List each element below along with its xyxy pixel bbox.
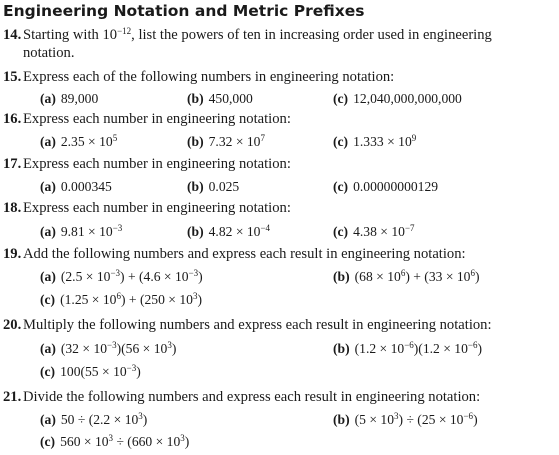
problem-21-stem: Divide the following numbers and express each result in engineering notation: [23, 389, 481, 405]
problem-19-number: 19. [3, 246, 22, 262]
problem-16-stem: Express each number in engineering notation: [23, 111, 291, 127]
problem-15-option-c [333, 91, 462, 107]
option-value: $(32 \times 10^{-3})(56 \times 10^3)$ [60, 340, 177, 356]
problem-16-option-b [187, 134, 265, 150]
problem-18-stem: Express each number in engineering notation: [23, 200, 291, 216]
problem-15-number: 15. [3, 69, 22, 85]
problem-18-number: 18. [3, 200, 22, 216]
problem-20-option-a [40, 341, 176, 357]
problem-15-option-b [187, 91, 253, 107]
problem-20-option-c [40, 364, 141, 380]
problem-17-option-b [187, 179, 239, 195]
option-label: (a) [40, 179, 56, 194]
option-value: $(5 \times 10^3) \div (25 \times 10^{-6})$ [354, 411, 478, 427]
problem-18-option-a [40, 224, 122, 240]
option-value: $4.82 \times 10^{-4}$ [208, 223, 271, 239]
problem-21-number: 21. [3, 389, 22, 405]
option-value: 89,000 [60, 91, 99, 106]
problem-16-option-a [40, 134, 117, 150]
problem-20-option-b [333, 341, 482, 357]
problem-17-number: 17. [3, 156, 22, 172]
option-value: $(1.2 \times 10^{-6})(1.2 \times 10^{-6})$ [354, 340, 482, 356]
option-value: $(2.5 \times 10^{-3}) + (4.6 \times 10^{-3})$ [60, 268, 203, 284]
option-label: (c) [333, 91, 349, 106]
option-value: $4.38 \times 10^{-7}$ [353, 223, 415, 239]
option-label: (b) [187, 224, 204, 239]
option-value: 450,000 [208, 91, 253, 106]
option-label: (b) [333, 412, 350, 427]
problem-19-option-a [40, 269, 203, 285]
option-label: (a) [40, 224, 56, 239]
option-value: $2.35 \times 10^5$ [60, 133, 118, 149]
option-label: (a) [40, 91, 56, 106]
option-label: (b) [187, 179, 204, 194]
problem-18-option-b [187, 224, 270, 240]
option-value: $(68 \times 10^6) + (33 \times 10^6)$ [354, 268, 480, 284]
problem-16-option-c [333, 134, 416, 150]
option-value: 0.00000000129 [353, 179, 439, 194]
problem-21-option-b [333, 412, 478, 428]
problem-14-stem: Starting with $10^{-12}$, list the powers of ten in increasing order used in engineering [23, 26, 492, 43]
option-label: (b) [187, 91, 204, 106]
option-label: (c) [333, 179, 349, 194]
option-label: (b) [333, 341, 350, 356]
option-value: $50 \div (2.2 \times 10^3)$ [60, 411, 148, 427]
problem-17-option-a [40, 179, 112, 195]
option-value: 0.025 [208, 179, 240, 194]
problem-17-option-c [333, 179, 438, 195]
problem-16-number: 16. [3, 111, 22, 127]
problem-17-stem: Express each number in engineering notation: [23, 156, 291, 172]
option-label: (c) [40, 292, 56, 307]
section-title: Engineering Notation and Metric Prefixes [3, 2, 365, 20]
option-value: 12,040,000,000,000 [353, 91, 462, 106]
option-value: $7.32 \times 10^7$ [208, 133, 265, 149]
option-label: (a) [40, 269, 56, 284]
problem-21-option-c [40, 434, 189, 450]
option-label: (a) [40, 134, 56, 149]
option-value: $(1.25 \times 10^6) + (250 \times 10^3)$ [60, 291, 202, 307]
option-label: (a) [40, 341, 56, 356]
problem-19-option-b [333, 269, 480, 285]
problem-15-stem: Express each of the following numbers in engineering notation: [23, 69, 395, 85]
option-value: $1.333 \times 10^9$ [353, 133, 417, 149]
option-label: (c) [333, 224, 349, 239]
option-label: (c) [40, 364, 56, 379]
problem-15-option-a [40, 91, 98, 107]
option-label: (a) [40, 412, 56, 427]
option-label: (c) [333, 134, 349, 149]
problem-19-stem: Add the following numbers and express each result in engineering notation: [23, 246, 466, 262]
option-label: (c) [40, 434, 56, 449]
problem-14-number: 14. [3, 27, 22, 43]
option-value: $9.81 \times 10^{-3}$ [60, 223, 123, 239]
option-value: $560 \times 10^3 \div (660 \times 10^3)$ [60, 433, 190, 449]
problem-21-option-a [40, 412, 147, 428]
problem-14-stem-line2: notation. [23, 45, 75, 61]
option-value: 0.000345 [60, 179, 112, 194]
problem-20-stem: Multiply the following numbers and express each result in engineering notation: [23, 317, 492, 333]
problem-18-option-c [333, 224, 415, 240]
problem-19-option-c [40, 292, 202, 308]
option-label: (b) [187, 134, 204, 149]
problem-20-number: 20. [3, 317, 22, 333]
option-label: (b) [333, 269, 350, 284]
option-value: $100(55 \times 10^{-3})$ [60, 363, 141, 379]
